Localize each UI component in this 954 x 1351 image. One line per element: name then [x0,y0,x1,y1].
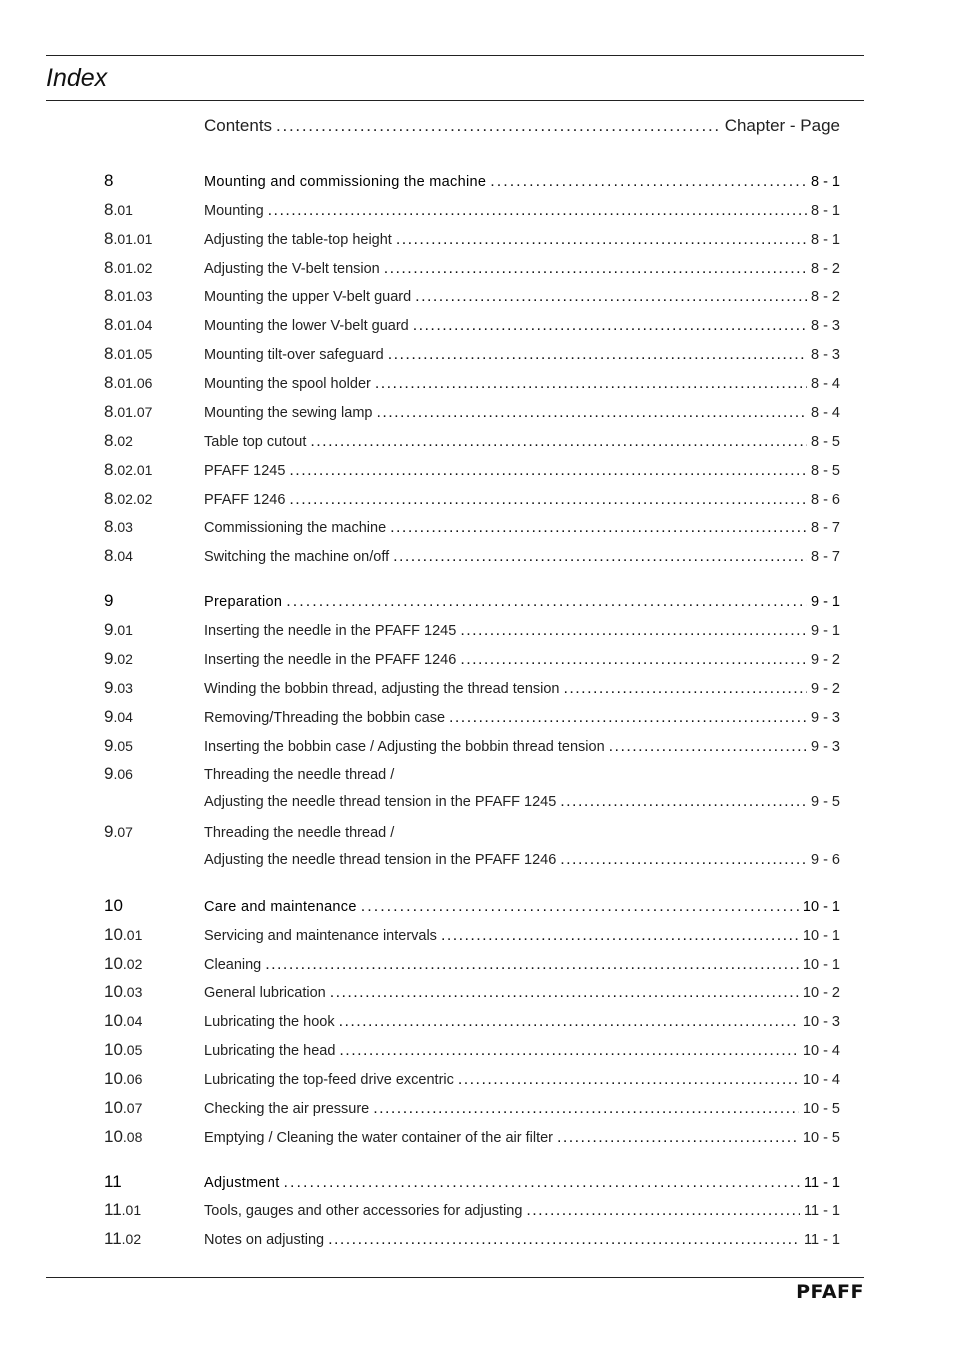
section-number-main: 8 [104,229,114,248]
entry-title: Mounting the sewing lamp [204,405,373,421]
section-number-main: 9 [104,707,114,726]
entry-title: Checking the air pressure [204,1101,370,1117]
section-number-sub: .01 [121,1202,142,1218]
section-number-sub: .01 [122,927,143,943]
section-number-sub: .01.03 [113,288,153,304]
toc-entry [104,344,840,366]
section-number-sub: .05 [122,1042,143,1058]
section-number-sub: .07 [113,824,133,840]
toc-entry [104,517,840,539]
toc-chapter-entry [104,591,840,613]
page-reference: 8 - 4 [810,376,840,392]
toc-entry [104,620,840,642]
entry-title: Mounting the spool holder [204,376,371,392]
dot-leader [373,1100,799,1118]
section-number [104,1040,204,1060]
page-reference: 8 - 1 [810,174,840,190]
entry-title: Adjusting the V-belt tension [204,261,380,277]
section-number-sub: .02 [121,1231,142,1247]
section-number-sub: .02.02 [113,491,153,507]
page-reference: 9 - 3 [810,710,840,726]
toc-entry [104,402,840,424]
section-number-sub: .02.01 [113,462,153,478]
section-number [104,896,204,916]
page-reference: 10 - 1 [802,899,840,915]
entry-title: General lubrication [204,985,326,1001]
section-number-sub: .06 [122,1071,143,1087]
toc-entry [104,229,840,251]
page-reference: 9 - 1 [810,594,840,610]
dot-leader [388,346,807,364]
section-number [104,200,204,220]
dot-leader [328,1231,800,1249]
toc-entry [104,1040,840,1062]
toc-entry [104,822,840,844]
page-reference: 8 - 7 [810,520,840,536]
section-number [104,925,204,945]
pfaff-logo: PFAFF [796,1281,864,1303]
section-number-sub: .08 [122,1129,143,1145]
entry-title: Emptying / Cleaning the water container of the air filter [204,1130,553,1146]
entry-title: Preparation [204,594,283,610]
section-number-sub: .07 [122,1100,143,1116]
section-number [104,373,204,393]
section-number-main: 8 [104,546,114,565]
section-number-main: 9 [104,649,114,668]
section-number [104,431,204,451]
section-number-sub: .06 [113,766,133,782]
toc-entry [104,954,840,976]
section-number-sub: .01.04 [113,317,153,333]
toc-entry [104,678,840,700]
entry-title: Threading the needle thread / [204,767,395,783]
dot-leader [268,202,807,220]
entry-title: Inserting the needle in the PFAFF 1246 [204,652,457,668]
page-reference: 8 - 3 [810,318,840,334]
dot-leader [265,956,799,974]
dot-leader [384,260,807,278]
toc-entry [104,736,840,758]
section-number-sub: .02 [113,651,133,667]
section-number-main: 8 [104,286,114,305]
dot-leader [526,1202,800,1220]
entry-title: Commissioning the machine [204,520,387,536]
section-number [104,517,204,537]
section-number-sub: .04 [113,709,133,725]
dot-leader [284,1174,800,1192]
toc-entry [104,431,840,453]
entry-title: Winding the bobbin thread, adjusting the thread tension [204,681,560,697]
page-reference: 8 - 5 [810,434,840,450]
entry-title: Mounting tilt-over safeguard [204,347,384,363]
section-number [104,954,204,974]
page-reference: 10 - 3 [802,1014,840,1030]
section-number-sub: .04 [113,548,133,564]
section-number-main: 11 [104,1172,122,1191]
dot-leader [330,984,799,1002]
section-number [104,286,204,306]
page-reference: 10 - 1 [802,928,840,944]
entry-title: Removing/Threading the bobbin case [204,710,446,726]
dot-leader [339,1013,799,1031]
section-number-sub: .02 [122,956,143,972]
section-number-sub: .03 [113,519,133,535]
toc-entry [104,851,840,873]
section-number [104,764,204,784]
dot-leader [289,462,807,480]
entry-title: Tools, gauges and other accessories for adjusting [204,1203,523,1219]
entry-title: Mounting the upper V-belt guard [204,289,412,305]
page-reference: 8 - 1 [810,232,840,248]
section-number-sub: .04 [122,1013,143,1029]
dot-leader [361,898,799,916]
section-number [104,591,204,611]
section-number-main: 10 [104,982,123,1001]
page-reference: 10 - 5 [802,1101,840,1117]
page-reference: 8 - 1 [810,203,840,219]
dot-leader [375,375,807,393]
entry-title: Adjusting the needle thread tension in the PFAFF 1246 [204,852,557,868]
entry-title: Mounting the lower V-belt guard [204,318,409,334]
page-reference: 8 - 4 [810,405,840,421]
section-number-sub: .03 [122,984,143,1000]
page-reference: 10 - 4 [802,1043,840,1059]
dot-leader [415,288,807,306]
section-number-main: 8 [104,200,114,219]
section-number-main: 8 [104,402,114,421]
section-number-main: 9 [104,678,114,697]
section-number [104,171,204,191]
toc-chapter-entry [104,171,840,193]
section-number-sub: .03 [113,680,133,696]
toc-entry [104,649,840,671]
section-number [104,546,204,566]
section-number-main: 8 [104,315,114,334]
toc-entry [104,258,840,280]
section-number-main: 10 [104,1011,123,1030]
page-reference: 9 - 5 [810,794,840,810]
dot-leader [490,173,807,191]
section-number-main: 11 [104,1200,122,1219]
page-title: Index [46,64,108,92]
dot-leader [458,1071,799,1089]
section-number [104,1229,204,1249]
section-number-sub: .01.06 [113,375,153,391]
toc-chapter-entry [104,896,840,918]
section-number [104,489,204,509]
toc-entry [104,1098,840,1120]
dot-leader [449,709,807,727]
page-reference: 9 - 6 [810,852,840,868]
section-number-main: 9 [104,591,114,610]
section-number-main: 9 [104,736,114,755]
entry-title: Inserting the bobbin case / Adjusting the bobbin thread tension [204,739,605,755]
dot-leader [396,231,807,249]
section-number [104,315,204,335]
entry-title: Threading the needle thread / [204,825,395,841]
toc-entry [104,1229,840,1251]
entry-title: PFAFF 1246 [204,492,286,508]
dot-leader [441,927,799,945]
toc-entry [104,200,840,222]
toc-entry [104,546,840,568]
section-number [104,1200,204,1220]
entry-title: Adjusting the needle thread tension in the PFAFF 1245 [204,794,557,810]
dot-leader [557,1129,799,1147]
section-number [104,678,204,698]
section-number-main: 10 [104,896,123,915]
page-reference: 10 - 5 [802,1130,840,1146]
dot-leader [393,548,807,566]
entry-title: Notes on adjusting [204,1232,325,1248]
section-number [104,229,204,249]
toc-chapter-entry [104,1172,840,1194]
entry-title: Lubricating the top-feed drive excentric [204,1072,454,1088]
dot-leader [289,491,807,509]
toc-entry [104,1011,840,1033]
section-number [104,1172,204,1192]
dot-leader [413,317,807,335]
section-number-main: 8 [104,431,114,450]
dot-leader [286,593,807,611]
page-reference: 11 - 1 [803,1203,840,1219]
section-number-main: 8 [104,489,114,508]
page-reference: 9 - 2 [810,652,840,668]
section-number-main: 10 [104,925,123,944]
toc-entry [104,764,840,786]
section-number-main: 8 [104,258,114,277]
section-number [104,707,204,727]
page-reference: 9 - 3 [810,739,840,755]
section-number [104,258,204,278]
section-number-main: 9 [104,620,114,639]
section-number [104,649,204,669]
section-number-sub: .01.05 [113,346,153,362]
section-number-main: 10 [104,1127,123,1146]
section-number-sub: .01.02 [113,260,153,276]
section-number [104,1069,204,1089]
toc-entry [104,707,840,729]
toc-entry [104,1127,840,1149]
entry-title: Lubricating the hook [204,1014,335,1030]
toc-entry [104,793,840,815]
entry-title: Cleaning [204,957,262,973]
entry-title: Care and maintenance [204,899,357,915]
section-number [104,822,204,842]
section-number-main: 8 [104,344,114,363]
page-reference: 11 - 1 [803,1232,840,1248]
entry-title: PFAFF 1245 [204,463,286,479]
dot-leader [376,404,807,422]
dot-leader [609,738,807,756]
section-number-main: 10 [104,1069,123,1088]
section-number [104,344,204,364]
page-reference: 8 - 2 [810,289,840,305]
toc-entry [104,373,840,395]
section-number [104,460,204,480]
toc-entry [104,460,840,482]
section-number-main: 8 [104,460,114,479]
toc-entry [104,286,840,308]
section-number [104,736,204,756]
page-reference: 9 - 1 [810,623,840,639]
page-reference: 9 - 2 [810,681,840,697]
dot-leader [460,622,807,640]
section-number [104,620,204,640]
page-reference: 8 - 5 [810,463,840,479]
dot-leader [460,651,807,669]
entry-title: Adjusting the table-top height [204,232,392,248]
section-number-main: 9 [104,822,114,841]
dot-leader [310,433,807,451]
page-reference: 10 - 1 [802,957,840,973]
dot-leader [564,680,807,698]
contents-label: Contents [204,116,273,135]
section-number [104,1127,204,1147]
section-number [104,1011,204,1031]
chapter-page-label: Chapter - Page [724,116,840,135]
entry-title: Table top cutout [204,434,307,450]
section-number-sub: .01 [113,622,133,638]
page-reference: 10 - 4 [802,1072,840,1088]
dot-leader [339,1042,799,1060]
toc-entry [104,1069,840,1091]
entry-title: Mounting [204,203,264,219]
entry-title: Mounting and commissioning the machine [204,174,487,190]
toc-entry [104,925,840,947]
bottom-rule [46,1277,864,1278]
section-number-main: 8 [104,517,114,536]
toc-entry [104,489,840,511]
section-number-sub: .01 [113,202,133,218]
toc-entry [104,1200,840,1222]
section-number-sub: .02 [113,433,133,449]
section-number [104,1098,204,1118]
section-number-main: 11 [104,1229,122,1248]
section-number-sub: .01.07 [113,404,153,420]
page-reference: 10 - 2 [802,985,840,1001]
section-number-main: 8 [104,171,114,190]
page-reference: 8 - 3 [810,347,840,363]
section-number-main: 10 [104,954,123,973]
dot-leader [390,519,807,537]
toc-entry [104,982,840,1004]
entry-title: Lubricating the head [204,1043,336,1059]
page-reference: 8 - 6 [810,492,840,508]
entry-title: Servicing and maintenance intervals [204,928,437,944]
dot-leader [560,851,807,869]
page-reference: 8 - 7 [810,549,840,565]
section-number-main: 9 [104,764,114,783]
dot-leader [560,793,807,811]
page-reference: 8 - 2 [810,261,840,277]
section-number-main: 8 [104,373,114,392]
section-number-main: 10 [104,1040,123,1059]
page-reference: 11 - 1 [803,1175,840,1191]
entry-title: Switching the machine on/off [204,549,390,565]
toc-entry [104,315,840,337]
section-number-sub: .05 [113,738,133,754]
section-number-main: 10 [104,1098,123,1117]
section-number [104,402,204,422]
entry-title: Adjustment [204,1175,280,1191]
section-number [104,982,204,1002]
section-number-sub: .01.01 [113,231,153,247]
entry-title: Inserting the needle in the PFAFF 1245 [204,623,457,639]
